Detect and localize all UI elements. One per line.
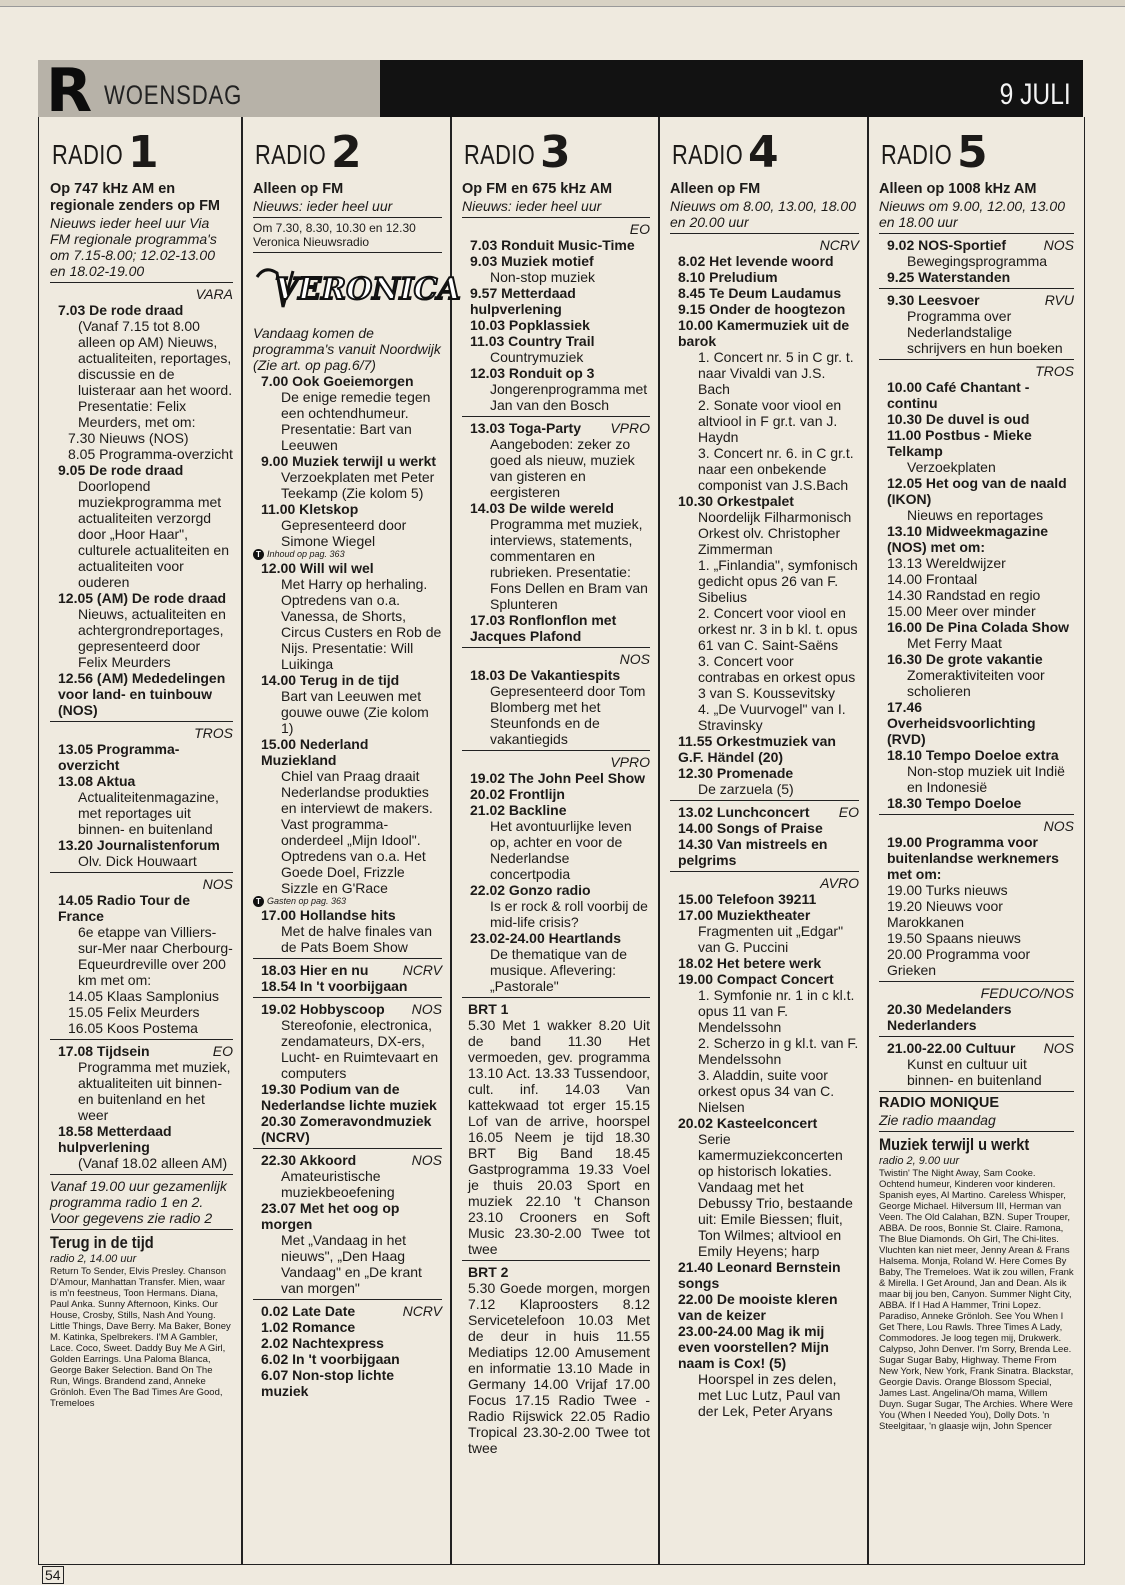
tip-text: Gasten op pag. 363 xyxy=(267,896,347,906)
program-title: 13.10 Midweekmagazine (NOS) met om: xyxy=(887,523,1049,555)
program-title: 9.03 Muziek motief xyxy=(470,253,594,269)
frequency-info: Alleen op FM xyxy=(253,181,344,197)
program-title: 6.07 Non-stop lichte muziek xyxy=(261,1367,395,1399)
program-title: 12.56 (AM) Mededelingen voor land- en tuinbouw (NOS) xyxy=(58,670,226,718)
program-row xyxy=(261,1303,442,1319)
program-item: 15.00 Meer over minder xyxy=(887,603,1036,619)
program-description: Zomeraktiviteiten voor scholieren xyxy=(907,667,1045,699)
tip-note xyxy=(253,896,442,907)
broadcaster-label: EO xyxy=(838,804,859,820)
program-row xyxy=(261,962,442,978)
combined-program-note: Vanaf 19.00 uur gezamenlijk programma radio 1 en 2. Voor gegevens zie radio 2 xyxy=(50,1178,227,1226)
program-description: Met Harry op herhaling. Optredens van o.a. Vanessa, de Shorts, Circus Custers en Rob de Nijs. Presentatie: Will Luikinga xyxy=(281,576,442,672)
program-title: 9.25 Waterstanden xyxy=(887,269,1011,285)
program-title: 7.03 De rode draad xyxy=(58,302,184,318)
program-title: 18.02 Het betere werk xyxy=(678,955,822,971)
broadcaster-label: FEDUCO/NOS xyxy=(980,985,1074,1001)
program-title: 20.30 Zomeravondmuziek (NCRV) xyxy=(261,1113,432,1145)
program-description: Kunst en cultuur uit binnen- en buitenland xyxy=(907,1056,1042,1088)
program-title: 8.45 Te Deum Laudamus xyxy=(678,285,842,301)
program-item: 20.00 Programma voor Grieken xyxy=(887,946,1031,978)
channel-label: RADIO xyxy=(672,139,744,170)
program-title: 19.00 Programma voor buitenlandse werknemers met om: xyxy=(887,834,1059,882)
program-description: Met „Vandaag in het nieuws", „Den Haag Vandaag" en „De krant van morgen" xyxy=(281,1232,422,1296)
program-description: De enige remedie tegen een ochtendhumeur. Presentatie: Bart van Leeuwen xyxy=(281,389,431,453)
channel-number: 5 xyxy=(957,127,988,178)
news-info: Nieuws: ieder heel uur xyxy=(253,198,393,214)
program-description: 1. Symfonie nr. 1 in c kl.t. opus 11 van F. Mendelssohn 2. Scherzo in g kl.t. van F. Mendelssohn 3. Aladdin, suite voor orkest opus 34 van C. Nielsen xyxy=(698,987,859,1115)
broadcaster-label: NCRV xyxy=(402,962,442,978)
program-title: 19.30 Podium van de Nederlandse lichte muziek xyxy=(261,1081,437,1113)
program-row xyxy=(261,1001,442,1017)
radio2-heading xyxy=(253,117,442,181)
program-description: Het avontuurlijke leven op, achter en voor de Nederlandse concertpodia xyxy=(490,818,632,882)
tip-text: Inhoud op pag. 363 xyxy=(267,549,345,559)
program-item: 7.30 Nieuws (NOS) xyxy=(68,430,189,446)
brt1-schedule: 5.30 Met 1 wakker 8.20 Uit de band 11.30 Het vermoeden, gev. programma 13.10 Act. 13.33 Tussendoor, cult. inf. 14.03 Van kattekwaad tot erger 15.15 Lof van de arrive, hoorspel 16.05 Neem je tijd 18.30 BRT Big Band 18.45 Gastprogramma 19.33 Voel je thuis 20.03 Sport en muziek 22.10 't Chanson 23.10 Crooners en Soft Music 23.30-2.00 Twee tot twee xyxy=(468,1017,650,1257)
broadcaster-label: NOS xyxy=(1043,1040,1074,1056)
program-title: 22.30 Akkoord xyxy=(261,1152,357,1168)
broadcaster-label: NCRV xyxy=(402,1303,442,1319)
frequency-info: Alleen op 1008 kHz AM xyxy=(879,181,1037,197)
program-title: 8.10 Preludium xyxy=(678,269,778,285)
program-title: 17.03 Ronflonflon met Jacques Plafond xyxy=(470,612,617,644)
top-edge xyxy=(0,0,1125,7)
program-description: Olv. Dick Houwaart xyxy=(78,853,197,869)
program-title: 12.03 Ronduit op 3 xyxy=(470,365,595,381)
program-title: 20.30 Medelanders Nederlanders xyxy=(887,1001,1012,1033)
program-title: 22.02 Gonzo radio xyxy=(470,882,591,898)
channel-number: 4 xyxy=(748,127,779,178)
program-description: Met Ferry Maat xyxy=(907,635,1002,651)
program-item: 19.00 Turks nieuws xyxy=(887,882,1008,898)
channel-label: RADIO xyxy=(881,139,953,170)
program-title: 23.07 Met het oog op morgen xyxy=(261,1200,400,1232)
program-title: 21.02 Backline xyxy=(470,802,567,818)
radio3-column xyxy=(452,117,658,1564)
program-row xyxy=(887,1040,1074,1056)
program-description: Countrymuziek xyxy=(490,349,584,365)
program-title: 1.02 Romance xyxy=(261,1319,356,1335)
program-title: 12.05 Het oog van de naald (IKON) xyxy=(887,475,1067,507)
program-title: 11.00 Kletskop xyxy=(261,501,359,517)
song-box-subtitle: radio 2, 14.00 uur xyxy=(50,1253,137,1265)
program-description: Programma met muziek, interviews, statements, commentaren en rubrieken. Presentatie: Fons Dellen en Bram van Splunteren xyxy=(490,516,648,612)
radio2-column xyxy=(243,117,461,1564)
program-title: 10.00 Kamermuziek uit de barok xyxy=(678,317,850,349)
program-title: 10.00 Café Chantant - continu xyxy=(887,379,1030,411)
channel-label: RADIO xyxy=(52,139,124,170)
program-description: Bewegingsprogramma xyxy=(907,253,1048,269)
program-title: 9.05 De rode draad xyxy=(58,462,184,478)
program-title: 12.05 (AM) De rode draad xyxy=(58,590,227,606)
program-title: 13.08 Aktua xyxy=(58,773,136,789)
program-item: 19.50 Spaans nieuws xyxy=(887,930,1021,946)
program-title: 19.02 The John Peel Show xyxy=(470,770,646,786)
program-title: 9.00 Muziek terwijl u werkt xyxy=(261,453,437,469)
program-item: 14.05 Klaas Samplonius xyxy=(68,988,219,1004)
header-left-band xyxy=(38,56,380,126)
brt2-heading: BRT 2 xyxy=(468,1264,509,1280)
program-title: 2.02 Nachtexpress xyxy=(261,1335,384,1351)
program-title: 15.00 Nederland Muziekland xyxy=(261,736,369,768)
channel-number: 2 xyxy=(331,127,362,178)
program-description: Gepresenteerd door Simone Wiegel xyxy=(281,517,407,549)
tip-icon: T xyxy=(253,549,264,560)
program-title: 18.10 Tempo Doeloe extra xyxy=(887,747,1059,763)
program-title: 12.30 Promenade xyxy=(678,765,794,781)
program-description: Bart van Leeuwen met gouwe ouwe (Zie kolom 1) xyxy=(281,688,429,736)
program-title: 18.30 Tempo Doeloe xyxy=(887,795,1022,811)
frequency-info: Op 747 kHz AM en regionale zenders op FM xyxy=(50,181,220,214)
program-description: Hoorspel in zes delen, met Luc Lutz, Paul van der Lek, Peter Aryans xyxy=(698,1371,841,1419)
program-description: Chiel van Praag draait Nederlandse produkties en interviewt de makers. Vast programma-onderdeel „Mijn Idool". Optredens van o.a. Het Goede Doel, Frizzle Sizzle en G'Race xyxy=(281,768,433,896)
program-title: 9.02 NOS-Sportief xyxy=(887,237,1007,253)
channel-number: 3 xyxy=(540,127,571,178)
program-item: 19.20 Nieuws voor Marokkanen xyxy=(887,898,1003,930)
program-description: Doorlopend muziekprogramma met actualiteiten verzorgd door „Hoor Haar", culturele actualiteiten en actualiteiten voor ouderen xyxy=(78,478,229,590)
radio5-heading xyxy=(879,117,1074,181)
program-description: Nieuws, actualiteiten en achtergrondreportages, gepresenteerd door Felix Meurders xyxy=(78,606,226,670)
broadcaster-label: NOS xyxy=(202,876,233,892)
program-title: 14.05 Radio Tour de France xyxy=(58,892,190,924)
program-description: Noordelijk Filharmonisch Orkest olv. Christopher Zimmerman 1. „Finlandia", symfonisch gedicht opus 26 van F. Sibelius 2. Concert voor viool en orkest nr. 3 in b kl. t. opus 61 van C. Saint-Saëns 3. Concert voor contrabas en orkest opus 3 van S. Koussevitsky 4. „De Vuurvogel" van I. Stravinsky xyxy=(698,509,858,733)
program-description: Is er rock & roll voorbij de mid-life crisis? xyxy=(490,898,648,930)
program-description: Met de halve finales van de Pats Boem Show xyxy=(281,923,432,955)
veronica-logo xyxy=(253,259,461,321)
channel-label: RADIO xyxy=(464,139,536,170)
program-title: 19.00 Compact Concert xyxy=(678,971,834,987)
program-title: 13.05 Programma-overzicht xyxy=(58,741,180,773)
program-title: 14.00 Terug in de tijd xyxy=(261,672,400,688)
program-description: Aangeboden: zeker zo goed als nieuw, muziek van gisteren en eergisteren xyxy=(490,436,635,500)
header-right-band xyxy=(380,60,1083,117)
broadcaster-label: EO xyxy=(629,221,650,237)
program-title: 0.02 Late Date xyxy=(261,1303,356,1319)
radio-monique-title: RADIO MONIQUE xyxy=(879,1095,1000,1111)
program-description: Nieuws en reportages xyxy=(907,507,1044,523)
program-title: 10.30 Orkestpalet xyxy=(678,493,794,509)
program-title: 18.58 Metterdaad hulpverlening xyxy=(58,1123,172,1155)
header-day: WOENSDAG xyxy=(104,80,243,110)
program-description: Programma met muziek, aktualiteiten uit binnen- en buitenland en het weer xyxy=(78,1059,231,1123)
broadcaster-label: NCRV xyxy=(819,237,859,253)
program-row xyxy=(678,804,859,820)
program-description: Verzoekplaten met Peter Teekamp (Zie kolom 5) xyxy=(281,469,435,501)
program-title: 8.02 Het levende woord xyxy=(678,253,834,269)
program-title: 13.03 Toga-Party xyxy=(470,420,582,436)
song-box-title: Muziek terwijl u werkt xyxy=(879,1135,1030,1154)
program-description: Non-stop muziek xyxy=(490,269,596,285)
radio3-heading xyxy=(462,117,650,181)
program-row xyxy=(470,420,650,436)
program-description: Stereofonie, electronica, zendamateurs, DX-ers, Lucht- en Ruimtevaart en computers xyxy=(281,1017,439,1081)
program-title: 15.00 Telefoon 39211 xyxy=(678,891,817,907)
program-item: 14.00 Frontaal xyxy=(887,571,978,587)
program-item: 16.05 Koos Postema xyxy=(68,1020,198,1036)
program-title: 17.08 Tijdsein xyxy=(58,1043,150,1059)
program-description: (Vanaf 7.15 tot 8.00 alleen op AM) Nieuws, actualiteiten, reportages, discussie en de luisteraar aan het woord. Presentatie: Felix Meurders, met om: xyxy=(78,318,233,430)
program-title: 13.02 Lunchconcert xyxy=(678,804,810,820)
news-info: Nieuws om 9.00, 12.00, 13.00 en 18.00 uur xyxy=(879,198,1066,230)
veronica-logo-icon xyxy=(253,259,461,319)
intro-note: Vandaag komen de programma's vanuit Noordwijk (Zie art. op pag.6/7) xyxy=(253,325,441,373)
program-item: 14.30 Randstad en regio xyxy=(887,587,1041,603)
program-description: Amateuristische muziekbeoefening xyxy=(281,1168,395,1200)
program-title: 18.03 Hier en nu xyxy=(261,962,369,978)
program-title: 17.00 Muziektheater xyxy=(678,907,811,923)
broadcaster-label: TROS xyxy=(1035,363,1074,379)
veronica-news-info: Om 7.30, 8.30, 10.30 en 12.30 Veronica Nieuwsradio xyxy=(253,221,416,249)
song-list: Twistin' The Night Away, Sam Cooke. Ochtend humeur, Kinderen voor kinderen. Spanish eyes, Al Martino. Careless Whisper, George Michael. Hilversum III, Herman van Veen. The Old Calahan, BZN. Super Trouper, ABBA. De roos, Bonnie St. Claire. Ramona, The Blue Diamonds. Oh Girl, The Chi-lites. Vluchten kan niet meer, Jenny Arean & Frans Halsema. Monja, Roland W. Here Comes By Baby, The Tremeloes. Wat ik zou willen, Frank & Mirella. I Get Around, Jan and Dean. Als ik maar bij jou ben, Canyon. Summer Night City, ABBA. If I Had A Hammer, Trini Lopez. Paradiso, Anneke Grönloh. See You When I Get There, Lou Rawls. Three Times A Lady, Commodores. Je loog tegen mij, Drukwerk. Calypso, John Denver. I'm Sorry, Brenda Lee. Sugar Sugar Baby, Highway. Theme From New York, New York, Frank Sinatra. Blackstar, Georgie Davis. Orange Blossom Special, James Last. Angelina/Oh mama, Willem Duyn. Sugar Sugar, The Archies. Where Were You (When I Needed You), Dolly Dots. 'n Steelgitaar, 'n glaasje wijn, John Spencer xyxy=(879,1168,1074,1432)
broadcaster-label: NOS xyxy=(411,1152,442,1168)
broadcaster-label: VPRO xyxy=(610,754,650,770)
program-description: Serie kamermuziekconcerten op historisch lokaties. Vandaag met het Debussy Trio, bestaande uit: Emile Biessen; fluit, Ton Wilmes; altviool en Emily Heyens; harp xyxy=(698,1131,853,1259)
program-title: 18.03 De Vakantiespits xyxy=(470,667,621,683)
channel-label: RADIO xyxy=(255,139,327,170)
program-item: 15.05 Felix Meurders xyxy=(68,1004,200,1020)
program-title: 16.00 De Pina Colada Show xyxy=(887,619,1070,635)
frequency-info: Alleen op FM xyxy=(670,181,761,197)
program-title: 10.03 Popklassiek xyxy=(470,317,590,333)
song-box-subtitle: radio 2, 9.00 uur xyxy=(879,1155,960,1167)
radio5-column xyxy=(869,117,1082,1564)
program-row xyxy=(887,237,1074,253)
broadcaster-label: NOS xyxy=(1043,237,1074,253)
broadcaster-label: RVU xyxy=(1044,292,1074,308)
page-number: 54 xyxy=(42,1566,64,1584)
program-title: 19.02 Hobbyscoop xyxy=(261,1001,385,1017)
radio-monique-note: Zie radio maandag xyxy=(879,1112,996,1128)
program-title: 14.30 Van mistreels en pelgrims xyxy=(678,836,828,868)
program-item: 8.05 Programma-overzicht xyxy=(68,446,233,462)
program-title: 9.57 Metterdaad hulpverlening xyxy=(470,285,576,317)
broadcaster-label: TROS xyxy=(194,725,233,741)
broadcaster-label: NOS xyxy=(1043,818,1074,834)
program-title: 7.03 Ronduit Music-Time xyxy=(470,237,635,253)
radio1-heading xyxy=(50,117,233,181)
program-title: 12.00 Will wil wel xyxy=(261,560,374,576)
section-letter: R xyxy=(46,56,91,126)
program-description: 1. Concert nr. 5 in C gr. t. naar Vivaldi van J.S. Bach 2. Sonate voor viool en altviool in F gr.t. van J. Haydn 3. Concert nr. 6. in C gr.t. naar een onbekende componist van J.S.Bach xyxy=(698,349,854,493)
program-description: De thematique van de musique. Aflevering: „Pastorale" xyxy=(490,946,627,994)
program-title: 22.00 De mooiste kleren van de keizer xyxy=(678,1291,838,1323)
song-list: Return To Sender, Elvis Presley. Chanson D'Amour, Manhattan Transfer. Mien, waar is m'n feestneus, Toon Hermans. Diana, Paul Anka. Sunny Afternoon, Kinks. Our House, Crosby, Stills, Nash And Young. Little Things, Dave Berry. Ma Baker, Boney M. Katinka, Spelbrekers. I'M A Gambler, Lace. Coco, Sweet. Daddy Buy Me A Girl, Golden Earrings. Una Paloma Blanca, George Baker Selection. Band On The Run, Wings. Brandend zand, Anneke Grönloh. Even The Bad Times Are Good, Tremeloes xyxy=(50,1266,231,1409)
program-description: Jongerenprogramma met Jan van den Bosch xyxy=(490,381,648,413)
program-row xyxy=(261,1152,442,1168)
header-date: 9 JULI xyxy=(999,78,1071,111)
program-row xyxy=(887,292,1074,308)
program-title: 11.00 Postbus - Mieke Telkamp xyxy=(887,427,1032,459)
radio4-heading xyxy=(670,117,859,181)
program-title: 14.03 De wilde wereld xyxy=(470,500,614,516)
program-title: 10.30 De duvel is oud xyxy=(887,411,1030,427)
program-title: 6.02 In 't voorbijgaan xyxy=(261,1351,400,1367)
program-title: 20.02 Kasteelconcert xyxy=(678,1115,818,1131)
program-title: 20.02 Frontlijn xyxy=(470,786,565,802)
program-item: 13.13 Wereldwijzer xyxy=(887,555,1006,571)
broadcaster-label: NOS xyxy=(411,1001,442,1017)
broadcaster-label: AVRO xyxy=(820,875,859,891)
brt1-heading: BRT 1 xyxy=(468,1001,509,1017)
broadcaster-label: NOS xyxy=(619,651,650,667)
program-title: 21.00-22.00 Cultuur xyxy=(887,1040,1016,1056)
radio1-column xyxy=(40,117,241,1564)
news-info: Nieuws: ieder heel uur xyxy=(462,198,602,214)
frequency-info: Op FM en 675 kHz AM xyxy=(462,181,613,197)
program-title: 18.54 In 't voorbijgaan xyxy=(261,978,408,994)
program-title: 16.30 De grote vakantie xyxy=(887,651,1043,667)
program-description: (Vanaf 18.02 alleen AM) xyxy=(78,1155,228,1171)
program-description: Fragmenten uit „Edgar" van G. Puccini xyxy=(698,923,844,955)
program-description: Programma over Nederlandstalige schrijvers en hun boeken xyxy=(907,308,1063,356)
tip-icon: T xyxy=(253,896,264,907)
program-title: 23.00-24.00 Mag ik mij even voorstellen? Mijn naam is Cox! (5) xyxy=(678,1323,829,1371)
program-description: Non-stop muziek uit Indië en Indonesië xyxy=(907,763,1065,795)
program-title: 13.20 Journalistenforum xyxy=(58,837,220,853)
radio4-column xyxy=(660,117,867,1564)
program-description: Actualiteitenmagazine, met reportages uit binnen- en buitenland xyxy=(78,789,219,837)
broadcaster-label: VARA xyxy=(195,286,233,302)
program-description: Verzoekplaten xyxy=(907,459,996,475)
veronica-logo-text: VERONICA xyxy=(275,272,461,307)
program-title: 17.00 Hollandse hits xyxy=(261,907,396,923)
program-title: 9.30 Leesvoer xyxy=(887,292,980,308)
channel-number: 1 xyxy=(128,127,159,178)
program-title: 17.46 Overheidsvoorlichting (RVD) xyxy=(887,699,1036,747)
program-title: 21.40 Leonard Bernstein songs xyxy=(678,1259,841,1291)
program-title: 7.00 Ook Goeiemorgen xyxy=(261,373,414,389)
news-info: Nieuws om 8.00, 13.00, 18.00 en 20.00 uur xyxy=(670,198,857,230)
program-title: 23.02-24.00 Heartlands xyxy=(470,930,621,946)
brt2-schedule: 5.30 Goede morgen, morgen 7.12 Klaproosters 8.12 Servicetelefoon 10.03 Met de deur in huis 11.55 Mediatips 12.00 Amusement en informatie 13.10 Made in Germany 14.00 Vrijaf 17.00 Focus 17.15 Radio Twee - Radio Rijswick 22.05 Radio Tropical 23.30-2.00 Twee tot twee xyxy=(468,1280,650,1456)
broadcaster-label: EO xyxy=(212,1043,233,1059)
song-box-title: Terug in de tijd xyxy=(50,1233,154,1252)
program-description: Gepresenteerd door Tom Blomberg met het Steunfonds en de vakantiegids xyxy=(490,683,646,747)
page-header xyxy=(38,56,1083,126)
program-title: 9.15 Onder de hoogtezon xyxy=(678,301,846,317)
program-title: 14.00 Songs of Praise xyxy=(678,820,823,836)
tip-note xyxy=(253,549,442,560)
program-title: 11.55 Orkestmuziek van G.F. Händel (20) xyxy=(678,733,836,765)
broadcaster-label: VPRO xyxy=(610,420,650,436)
program-title: 11.03 Country Trail xyxy=(470,333,595,349)
program-description: De zarzuela (5) xyxy=(698,781,794,797)
program-row xyxy=(58,1043,233,1059)
news-info: Nieuws ieder heel uur Via FM regionale programma's om 7.15-8.00; 12.02-13.00 en 18.02-19.00 xyxy=(50,215,217,279)
program-description: 6e etappe van Villiers-sur-Mer naar Cherbourg-Equeurdreville over 200 km met om: xyxy=(78,924,233,988)
